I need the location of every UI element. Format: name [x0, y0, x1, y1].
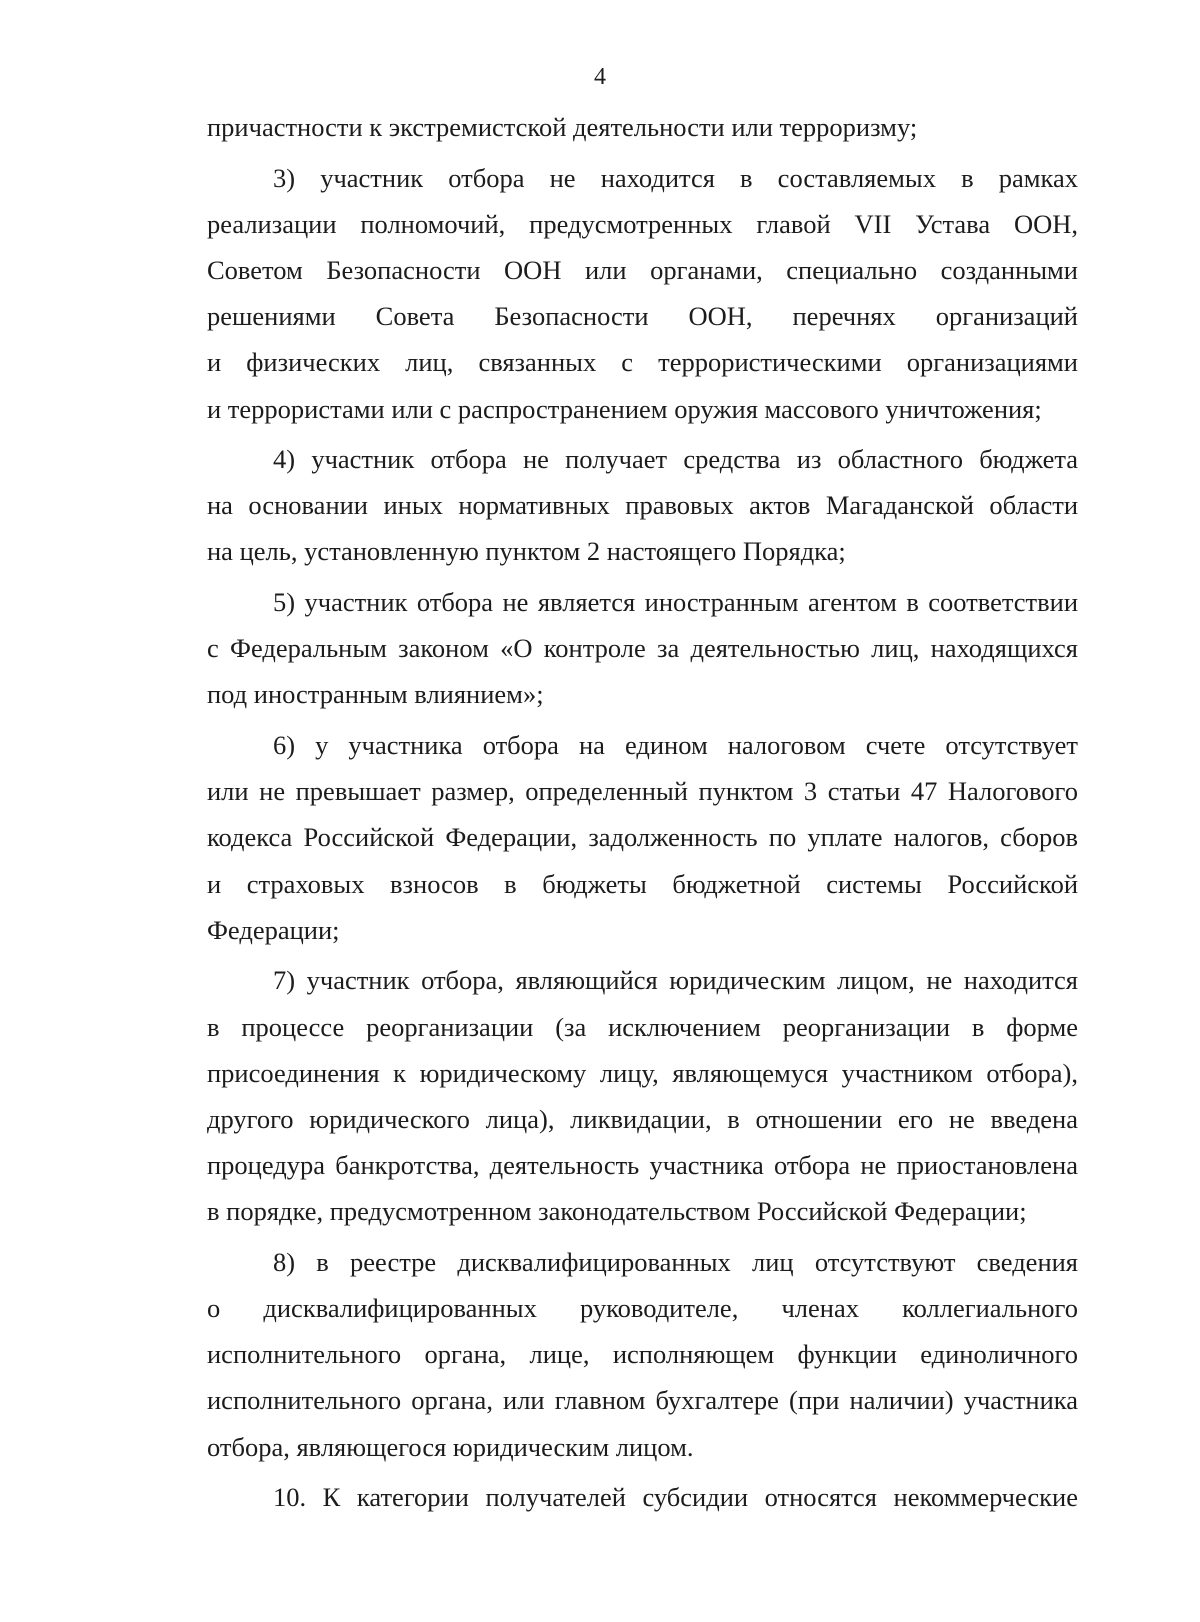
- document-body: [207, 104, 1078, 1520]
- text-line: другого юридического лица), ликвидации, в отношении его не введена: [207, 1103, 1078, 1134]
- text-line: под иностранным влиянием»;: [207, 679, 544, 710]
- text-line: в порядке, предусмотренном законодательством Российской Федерации;: [207, 1196, 1027, 1227]
- text-line: 10. К категории получателей субсидии относятся некоммерческие: [273, 1482, 1078, 1513]
- text-line: с Федеральным законом «О контроле за деятельностью лиц, находящихся: [207, 633, 1078, 664]
- text-line: 4) участник отбора не получает средства из областного бюджета: [273, 444, 1078, 475]
- text-line: и страховых взносов в бюджеты бюджетной системы Российской: [207, 868, 1078, 899]
- text-line: на основании иных нормативных правовых актов Магаданской области: [207, 490, 1078, 521]
- text-line: Советом Безопасности ООН или органами, специально созданными: [207, 254, 1078, 285]
- text-line: исполнительного органа, лице, исполняющем функции единоличного: [207, 1339, 1078, 1370]
- text-line: 6) у участника отбора на едином налоговом счете отсутствует: [273, 730, 1078, 760]
- text-line: о дисквалифицированных руководителе, членах коллегиального: [207, 1293, 1078, 1324]
- text-line: 3) участник отбора не находится в составляемых в рамках: [273, 162, 1078, 193]
- text-line: и террористами или с распространением оружия массового уничтожения;: [207, 393, 1042, 424]
- text-line: исполнительного органа, или главном бухгалтере (при наличии) участника: [207, 1385, 1078, 1416]
- text-line: Федерации;: [207, 914, 340, 945]
- text-line: кодекса Российской Федерации, задолженность по уплате налогов, сборов: [207, 822, 1078, 853]
- text-line: реализации полномочий, предусмотренных главой VII Устава ООН,: [207, 208, 1078, 239]
- text-line: и физических лиц, связанных с террористическими организациями: [207, 347, 1078, 378]
- text-line: на цель, установленную пунктом 2 настоящего Порядка;: [207, 536, 846, 567]
- text-line: присоединения к юридическому лицу, являющемуся участником отбора),: [207, 1057, 1078, 1088]
- text-line: 7) участник отбора, являющийся юридическим лицом, не находится: [273, 965, 1078, 996]
- text-line: причастности к экстремистской деятельности или терроризму;: [207, 112, 918, 142]
- text-line: или не превышает размер, определенный пунктом 3 статьи 47 Налогового: [207, 776, 1078, 807]
- text-line: решениями Совета Безопасности ООН, перечнях организаций: [207, 301, 1078, 332]
- text-line: 8) в реестре дисквалифицированных лиц отсутствуют сведения: [273, 1246, 1078, 1277]
- text-line: 5) участник отбора не является иностранным агентом в соответствии: [273, 587, 1078, 618]
- page-number: 4: [594, 64, 606, 90]
- text-line: отбора, являющегося юридическим лицом.: [207, 1431, 694, 1462]
- text-line: процедура банкротства, деятельность участника отбора не приостановлена: [207, 1150, 1078, 1181]
- text-line: в процессе реорганизации (за исключением реорганизации в форме: [207, 1011, 1078, 1042]
